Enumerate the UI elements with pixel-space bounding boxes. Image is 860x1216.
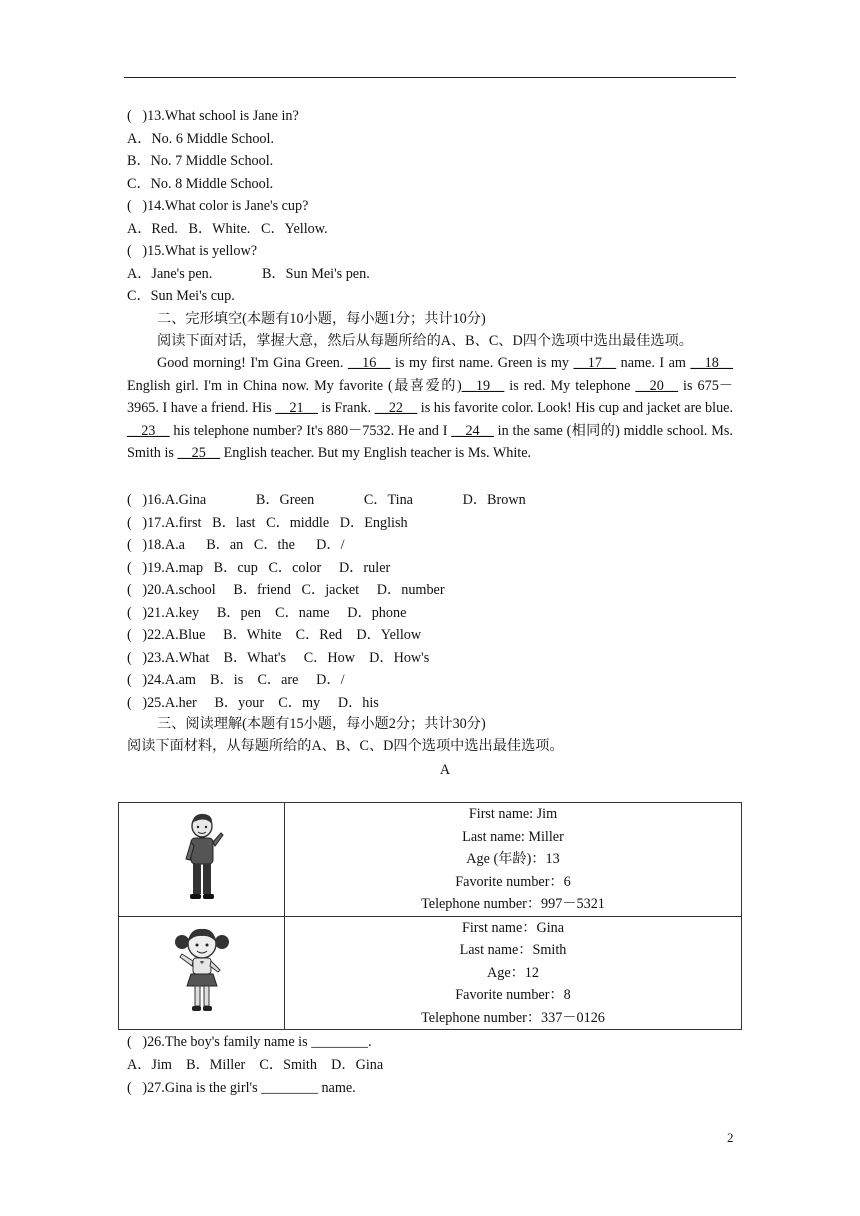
- cloze-text: his telephone number? It's 880－7532. He and I: [169, 422, 452, 439]
- gina-telephone: Telephone number：337－0126: [421, 1009, 605, 1026]
- cloze-question: ( )20.A.school B．friend C．jacket D．number: [127, 582, 445, 599]
- header-rule: [124, 77, 736, 78]
- page-number: 2: [727, 1130, 734, 1145]
- boy-figure: [177, 811, 227, 903]
- cloze-text: is Frank.: [317, 400, 375, 416]
- q13-option-a: A．No. 6 Middle School.: [127, 131, 274, 147]
- cloze-text: is his favorite color. Look! His cup and jacket are blue.: [417, 400, 734, 416]
- question-14: ( )14.What color is Jane's cup?: [127, 198, 309, 214]
- cloze-text: is red. My telephone: [504, 377, 636, 394]
- cloze-question: ( )18.A.a B．an C．the D．/: [127, 537, 345, 554]
- question-27: ( )27.Gina is the girl's ________ name.: [127, 1080, 356, 1096]
- cloze-blank: __23__: [127, 422, 170, 439]
- cloze-blank: __19__: [461, 377, 505, 394]
- q15-options-ab: A．Jane's pen. B．Sun Mei's pen.: [127, 266, 370, 282]
- cloze-text: English teacher. But my English teacher is Ms. White.: [220, 445, 532, 461]
- question-13: ( )13.What school is Jane in?: [127, 108, 299, 124]
- q26-options: A．Jim B．Miller C．Smith D．Gina: [127, 1057, 384, 1073]
- section2-instruction: 阅读下面对话，掌握大意，然后从每题所给的A、B、C、D四个选项中选出最佳选项。: [157, 333, 693, 349]
- cloze-blank: __25__: [177, 445, 221, 461]
- cloze-blank: __16__: [347, 355, 391, 371]
- table-row: [119, 803, 742, 917]
- cloze-blank: __20__: [635, 377, 678, 394]
- cloze-blank: __18__: [690, 355, 734, 371]
- cloze-question: ( )17.A.first B．last C．middle D．English: [127, 514, 408, 531]
- section3-heading: 三、阅读理解(本题有15小题，每小题2分；共计30分): [157, 716, 486, 732]
- cloze-question: ( )16.A.Gina B．Green C．Tina D．Brown: [127, 492, 526, 508]
- cloze-blank: __17__: [573, 355, 617, 371]
- cloze-question: ( )23.A.What B．What's C．How D．How's: [127, 649, 430, 666]
- q13-option-c: C．No. 8 Middle School.: [127, 176, 274, 192]
- cloze-question: ( )22.A.Blue B．White C．Red D．Yellow: [127, 627, 422, 644]
- question-26: ( )26.The boy's family name is ________.: [127, 1034, 372, 1050]
- cloze-text: English girl. I'm in China now. My favorite (最喜爱的): [127, 377, 462, 394]
- student-info-table: [118, 802, 742, 1030]
- boy-picture-cell: [119, 803, 285, 917]
- gina-favorite-number: Favorite number：8: [455, 987, 571, 1003]
- q15-option-c: C．Sun Mei's cup.: [127, 288, 235, 304]
- gina-last-name: Last name：Smith: [459, 942, 567, 958]
- jim-last-name: Last name: Miller: [462, 828, 564, 845]
- cloze-blank: __22__: [374, 400, 418, 416]
- jim-telephone: Telephone number：997－5321: [421, 896, 605, 912]
- jim-age: Age (年龄)：13: [466, 851, 560, 867]
- gina-first-name: First name：Gina: [461, 919, 565, 936]
- cloze-text: name. I am: [616, 355, 691, 371]
- q14-options: A．Red. B．White. C．Yellow.: [127, 221, 328, 237]
- question-15: ( )15.What is yellow?: [127, 243, 258, 259]
- table-row: [119, 916, 742, 1030]
- cloze-question: ( )19.A.map B．cup C．color D．ruler: [127, 559, 391, 576]
- cloze-question: ( )21.A.key B．pen C．name D．phone: [127, 604, 407, 621]
- section2-heading: 二、完形填空(本题有10小题，每小题1分；共计10分): [157, 311, 486, 327]
- part-label: A: [439, 762, 451, 778]
- girl-figure: [170, 924, 234, 1016]
- cloze-question: ( )24.A.am B．is C．are D．/: [127, 672, 345, 689]
- cloze-text: is 675－3965. I have a friend. His: [127, 377, 733, 416]
- cloze-blank: __24__: [451, 422, 494, 439]
- jim-favorite-number: Favorite number：6: [455, 873, 571, 890]
- cloze-text: in the same (相同的) middle school. Ms. Smith is: [127, 422, 733, 461]
- gina-info: [285, 916, 742, 1030]
- cloze-text: is my first name. Green is my: [390, 355, 574, 371]
- girl-picture-cell: [119, 916, 285, 1030]
- q13-option-b: B．No. 7 Middle School.: [127, 153, 274, 169]
- cloze-text: Good morning! I'm Gina Green.: [157, 355, 348, 371]
- section3-instruction: 阅读下面材料，从每题所给的A、B、C、D四个选项中选出最佳选项。: [127, 738, 564, 754]
- cloze-blank: __21__: [275, 400, 318, 416]
- cloze-question: ( )25.A.her B．your C．my D．his: [127, 694, 379, 711]
- gina-age: Age：12: [486, 964, 539, 981]
- jim-first-name: First name: Jim: [468, 806, 558, 822]
- jim-info: [285, 803, 742, 917]
- cloze-passage: [127, 352, 733, 465]
